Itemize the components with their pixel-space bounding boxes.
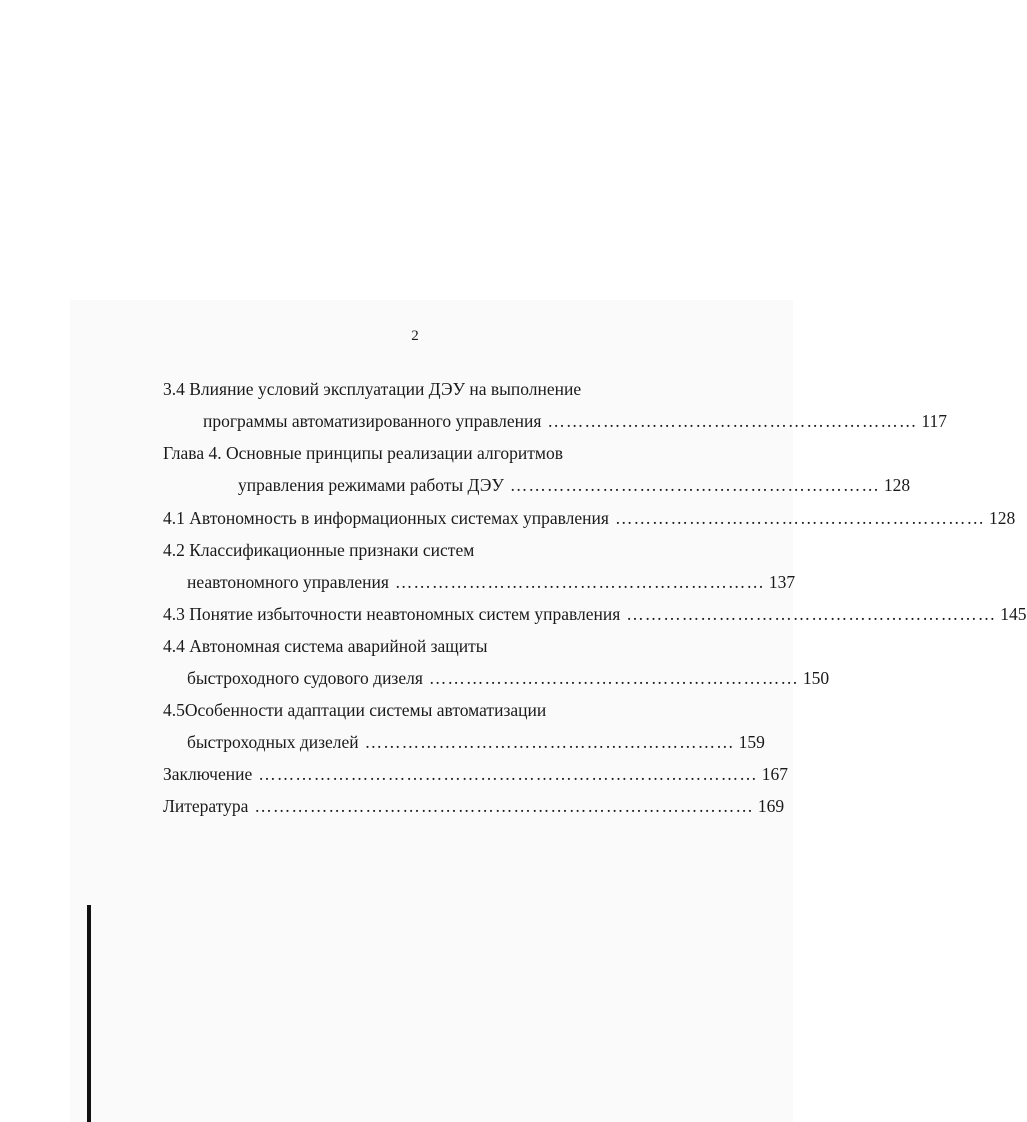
toc-conclusion[interactable]	[163, 762, 788, 786]
leader-dots: ……………………………………………………	[626, 604, 997, 624]
toc-entry-4-2-page: 137	[768, 572, 796, 592]
leader-dots: ……………………………………………………	[364, 732, 735, 752]
leader-dots: ……………………………………………………	[394, 572, 765, 592]
toc-entry-4-1[interactable]	[163, 506, 1016, 530]
leader-dots: ……………………………………………………	[547, 411, 918, 431]
leader-dots: ……………………………………………………	[614, 508, 985, 528]
toc-entry-4-3-title: 4.3 Понятие избыточности неавтономных систем управления	[163, 604, 621, 624]
toc-entry-4-5-title: 4.5Особенности адаптации системы автоматизации	[163, 700, 547, 720]
toc-entry-3-4[interactable]	[203, 409, 948, 433]
toc-references-title: Литература	[163, 796, 249, 816]
toc-entry-4-1-page: 128	[988, 508, 1016, 528]
toc-entry-4-4-title: 4.4 Автономная система аварийной защиты	[163, 636, 488, 656]
toc-entry-4-3-page: 145	[1000, 604, 1027, 624]
page-number: 2	[411, 328, 419, 344]
leader-dots: ………………………………………………………………………	[258, 764, 758, 784]
toc-entry-4-1-title: 4.1 Автономность в информационных системах управления	[163, 508, 609, 528]
toc-entry-3-4-title-cont: программы автоматизированного управления	[203, 411, 542, 431]
toc-entry-4-4-page: 150	[802, 668, 830, 688]
toc-chapter-4-title-cont: управления режимами работы ДЭУ	[238, 475, 504, 495]
toc-entry-4-5-page: 159	[738, 732, 765, 752]
toc-entry-4-4-title-cont: быстроходного судового дизеля	[187, 668, 423, 688]
toc-references-page: 169	[757, 796, 785, 816]
toc-entry-4-2[interactable]	[187, 570, 796, 594]
toc-chapter-4[interactable]	[238, 473, 911, 497]
toc-chapter-4-title: Глава 4. Основные принципы реализации алгоритмов	[163, 443, 563, 463]
toc-entry-4-3[interactable]	[163, 602, 1027, 626]
toc-conclusion-title: Заключение	[163, 764, 253, 784]
leader-dots: ………………………………………………………………………	[254, 796, 754, 816]
toc-entry-4-5-title-cont: быстроходных дизелей	[187, 732, 359, 752]
leader-dots: ……………………………………………………	[509, 475, 880, 495]
leader-dots: ……………………………………………………	[428, 668, 799, 688]
toc-entry-4-4[interactable]	[187, 666, 830, 690]
toc-chapter-4-page: 128	[883, 475, 911, 495]
toc-entry-4-2-title: 4.2 Классификационные признаки систем	[163, 540, 475, 560]
toc-entry-4-5[interactable]	[187, 730, 765, 754]
toc-references[interactable]	[163, 794, 785, 818]
toc-entry-4-2-title-cont: неавтономного управления	[187, 572, 389, 592]
toc-entry-3-4-title: 3.4 Влияние условий эксплуатации ДЭУ на выполнение	[163, 379, 582, 399]
toc-entry-3-4-page: 117	[921, 411, 948, 431]
toc-conclusion-page: 167	[761, 764, 788, 784]
